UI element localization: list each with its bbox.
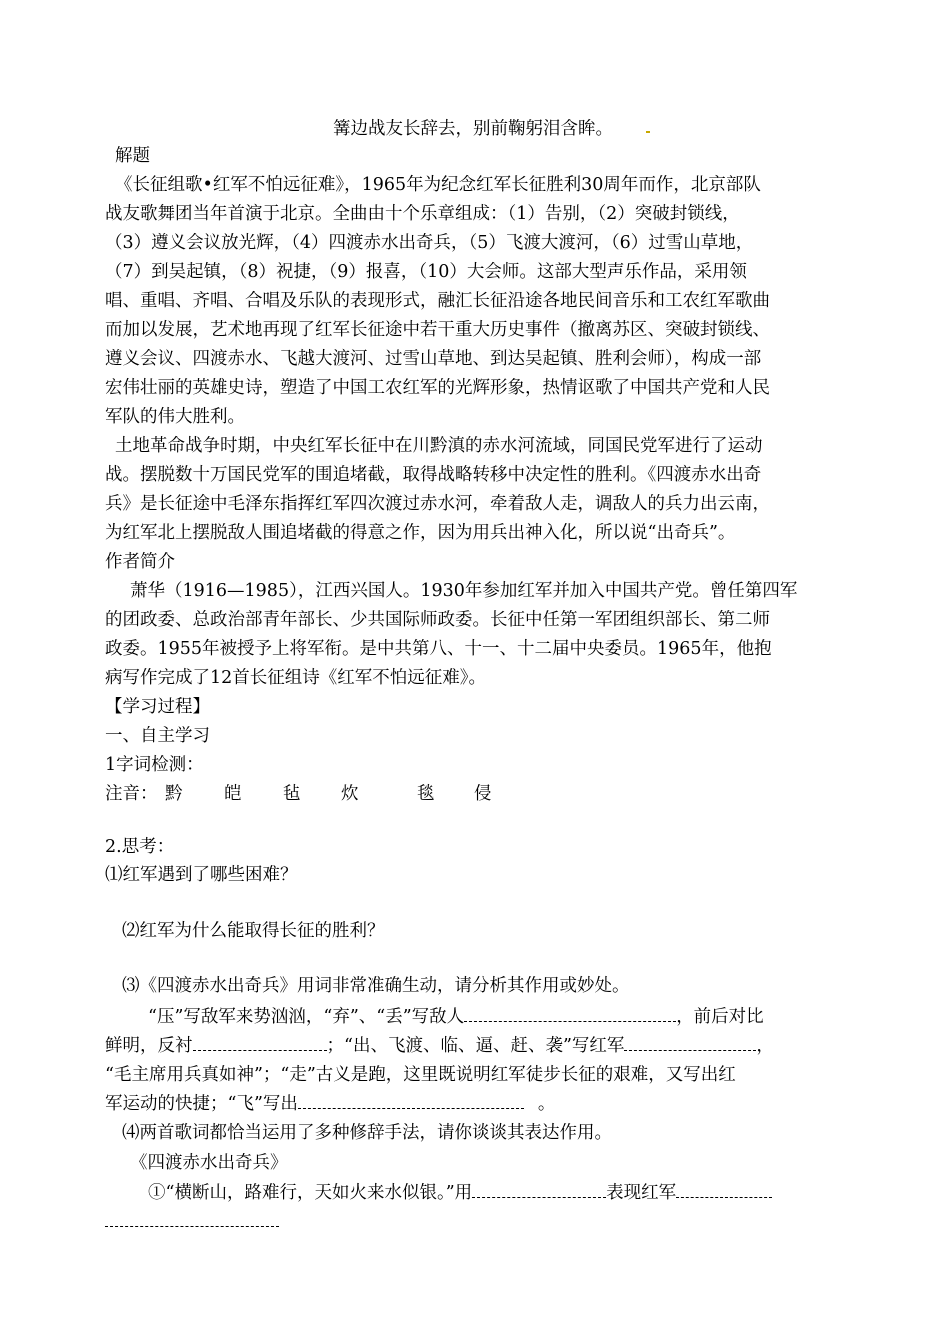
- question-2: ⑵红军为什么能取得长征的胜利？: [122, 921, 385, 941]
- song-title: 《四渡赤水出奇兵》: [130, 1153, 288, 1173]
- paragraph-line: 萧华（1916—1985），江西兴国人。1930年参加红军并加入中国共产党。曾任第四军: [130, 581, 798, 601]
- q4-text: 表现红军: [606, 1183, 677, 1203]
- q3-text: ，: [756, 1036, 774, 1056]
- question-1: ⑴红军遇到了哪些困难？: [105, 865, 298, 885]
- paragraph-line: （7）到吴起镇，（8）祝捷，（9）报喜，（10）大会师。这部大型声乐作品，采用领: [105, 262, 747, 282]
- pinyin-char: 皑: [224, 784, 242, 804]
- verse-line: 篝边战友长辞去，别前鞠躬泪含眸。: [333, 119, 613, 139]
- paragraph-line: 宏伟壮丽的英雄史诗，塑造了中国工农红军的光辉形象，热情讴歌了中国共产党和人民: [105, 378, 770, 398]
- author-heading: 作者简介: [105, 552, 175, 572]
- paragraph-line: 为红军北上摆脱敌人围追堵截的得意之作，因为用兵出神入化，所以说“出奇兵”。: [105, 523, 736, 543]
- paragraph-line: 病写作完成了12首长征组诗《红军不怕远征难》。: [105, 668, 487, 688]
- paragraph-line: 的团政委、总政治部青年部长、少共国际师政委。长征中任第一军团组织部长、第二师: [105, 610, 770, 630]
- q4-line-2: [105, 1209, 279, 1235]
- paragraph-line: 战。摆脱数十万国民党军的围追堵截，取得战略转移中决定性的胜利。《四渡赤水出奇: [105, 465, 762, 485]
- answer-blank[interactable]: [676, 1183, 772, 1198]
- q3-line-4: [105, 1091, 555, 1117]
- paragraph-line: 政委。1955年被授予上将军衔。是中共第八、十一、十二届中央委员。1965年，他抱: [105, 639, 772, 659]
- paragraph-line: 军队的伟大胜利。: [105, 407, 245, 427]
- pinyin-row: [105, 781, 158, 807]
- q3-text: 军运动的快捷；“飞”写出: [105, 1094, 298, 1114]
- q3-line-2: [105, 1033, 774, 1059]
- question-3: ⑶《四渡赤水出奇兵》用词非常准确生动，请分析其作用或妙处。: [122, 976, 630, 996]
- paragraph-line: 土地革命战争时期，中央红军长征中在川黔滇的赤水河流域，同国民党军进行了运动: [115, 436, 763, 456]
- word-check-heading: 1字词检测：: [105, 755, 204, 775]
- q3-text: “压”写敌军来势汹汹，“弃”、“丢”写敌人: [148, 1007, 465, 1027]
- question-4: ⑷两首歌词都恰当运用了多种修辞手法，请你谈谈其表达作用。: [122, 1123, 612, 1143]
- pinyin-char: 毡: [283, 784, 301, 804]
- paragraph-line: 兵》是长征途中毛泽东指挥红军四次渡过赤水河，牵着敌人走，调敌人的兵力出云南，: [105, 494, 770, 514]
- paragraph-line: （3）遵义会议放光辉，（4）四渡赤水出奇兵，（5）飞渡大渡河，（6）过雪山草地，: [105, 233, 754, 253]
- pinyin-char: 黔: [165, 784, 183, 804]
- self-study-heading: 一、自主学习: [105, 726, 210, 746]
- q3-text: ；“出、飞渡、临、逼、赶、袭”写红军: [326, 1036, 625, 1056]
- answer-blank[interactable]: [624, 1036, 756, 1051]
- pinyin-label: 注音：: [105, 784, 158, 804]
- paragraph-line: 唱、重唱、齐唱、合唱及乐队的表现形式，融汇长征沿途各地民间音乐和工农红军歌曲: [105, 291, 770, 311]
- answer-blank[interactable]: [472, 1183, 606, 1198]
- stray-mark: [646, 131, 650, 133]
- q3-text: 。: [537, 1094, 556, 1114]
- q3-text: ，前后对比: [676, 1007, 764, 1027]
- q4-text: ①“横断山，路难行，天如火来水似银。”用: [148, 1183, 473, 1203]
- process-heading: 【学习过程】: [105, 697, 210, 717]
- paragraph-line: 《长征组歌•红军不怕远征难》，1965年为纪念红军长征胜利30周年而作，北京部队: [115, 175, 761, 195]
- pinyin-char: 侵: [474, 784, 492, 804]
- paragraph-line: 遵义会议、四渡赤水、飞越大渡河、过雪山草地、到达吴起镇、胜利会师），构成一部: [105, 349, 762, 369]
- jieti-heading: 解题: [115, 146, 150, 166]
- answer-blank[interactable]: [193, 1036, 327, 1051]
- q3-line-1: [148, 1004, 764, 1030]
- q4-line-1: [148, 1180, 772, 1206]
- answer-blank[interactable]: [298, 1094, 524, 1109]
- paragraph-line: 而加以发展，艺术地再现了红军长征途中若干重大历史事件（撤离苏区、突破封锁线、: [105, 320, 770, 340]
- paragraph-line: 战友歌舞团当年首演于北京。全曲由十个乐章组成：（1）告别，（2）突破封锁线，: [105, 204, 740, 224]
- pinyin-char: 炊: [341, 784, 359, 804]
- pinyin-char: 毯: [417, 784, 435, 804]
- q3-text: 鲜明，反衬: [105, 1036, 193, 1056]
- answer-blank[interactable]: [105, 1212, 279, 1227]
- think-heading: 2.思考：: [105, 837, 175, 857]
- q3-line-3: “毛主席用兵真如神”；“走”古义是跑，这里既说明红军徒步长征的艰难，又写出红: [105, 1065, 736, 1085]
- answer-blank[interactable]: [464, 1007, 676, 1022]
